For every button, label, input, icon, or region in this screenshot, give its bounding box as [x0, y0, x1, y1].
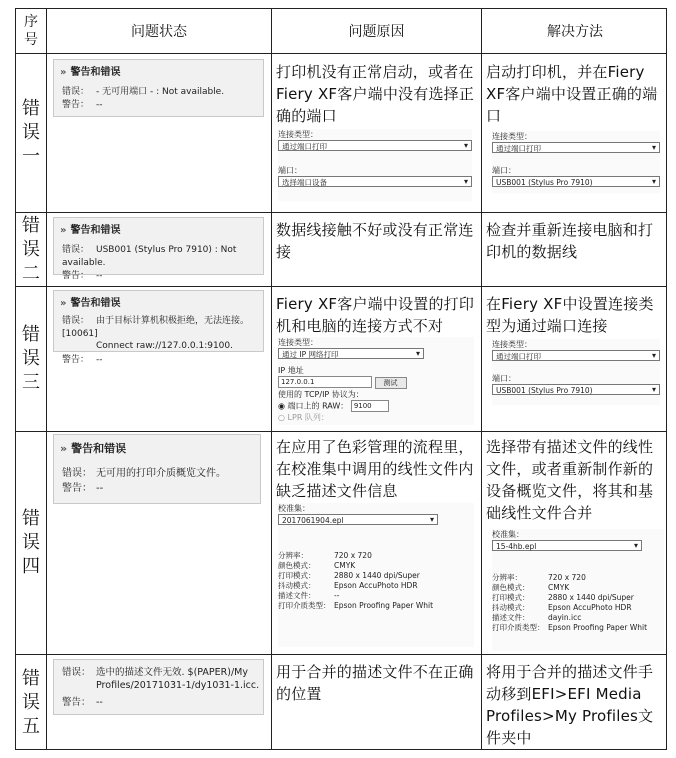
calibration-set-select[interactable]: 15-4hb.epl ▾ [492, 540, 642, 551]
connection-type-select[interactable]: 通过端口打印 ▾ [278, 140, 472, 151]
error-table [15, 8, 667, 750]
status-panel: » 警告和错误 错误： USB001 (Stylus Pro 7910) : Not available. 警告： -- [53, 217, 264, 275]
solution-text: 在Fiery XF中设置连接类型为通过端口连接 [486, 295, 654, 335]
solution-text: 选择带有描述文件的线性文件，或者重新制作新的设备概览文件，将其和基础线性文件合并 [486, 438, 654, 522]
header-cause: 问题原因 [348, 24, 405, 40]
test-button[interactable]: 测试 [375, 377, 407, 389]
solution-calibration-form: 校准集： 15-4hb.epl ▾ 分辨率： 720 x 720 颜色模式： CMYK 打印模式： 2880 x 1440 dpi/Super 抖动模式： Epson AccuPhoto HDR 描述文件： dayin.icc 打印介质类型： Epson Proofing Paper Whit [492, 529, 664, 651]
cause-calibration-form: 校准集： 2017061904.epl ▾ 分辨率： 720 x 720 颜色模式： CMYK 打印模式： 2880 x 1440 dpi/Super 抖动模式： Epson AccuPhoto HDR 描述文件： -- 打印介质类型： Epson Proofing Paper Whit [278, 503, 474, 647]
cause-text: 用于合并的描述文件不在正确的位置 [276, 663, 474, 703]
status-panel: » 警告和错误 错误： 由于目标计算机积极拒绝，无法连接。[10061] Connect raw://127.0.0.1:9100. 警告： -- [53, 290, 264, 352]
raw-radio[interactable]: ◉ [278, 401, 285, 410]
calibration-properties: 分辨率： 720 x 720 颜色模式： CMYK 打印模式： 2880 x 1440 dpi/Super 抖动模式： Epson AccuPhoto HDR 描述文件： -- 打印介质类型： Epson Proofing Paper Whit [278, 551, 434, 610]
solution-connection-form: 连接类型： 通过端口打印 ▾ 端口： USB001 (Stylus Pro 7910) ▾ [492, 131, 660, 193]
solution-text: 检查并重新连接电脑和打印机的数据线 [486, 221, 654, 261]
status-panel: 错误： 选中的描述文件无效. $(PAPER)/My Profiles/20171031-1/dy1031-1.icc. 警告： -- [53, 659, 264, 715]
calibration-set-select[interactable]: 2017061904.epl ▾ [278, 514, 438, 525]
row-divider [16, 431, 666, 432]
port-select[interactable]: USB001 (Stylus Pro 7910) ▾ [492, 384, 660, 395]
calibration-properties: 分辨率： 720 x 720 颜色模式： CMYK 打印模式： 2880 x 1440 dpi/Super 抖动模式： Epson AccuPhoto HDR 描述文件： dayin.icc 打印介质类型： Epson Proofing Paper Whit [492, 573, 648, 632]
header-seq: 序号 [24, 14, 38, 48]
raw-port-input[interactable]: 9100 [351, 400, 389, 412]
port-select[interactable]: USB001 (Stylus Pro 7910) ▾ [492, 176, 660, 187]
status-panel: » 警告和错误 错误： 无可用的打印介质概览文件。 警告： -- [53, 434, 261, 504]
row-seq: 错误五 [22, 668, 40, 737]
row-divider [16, 654, 666, 655]
chevron-icon: » [60, 67, 67, 78]
solution-text: 将用于合并的描述文件手动移到EFI>EFI Media Profiles>My Profiles文件夹中 [486, 663, 654, 747]
chevron-icon: » [60, 225, 67, 236]
row-divider [16, 212, 666, 213]
lpr-radio[interactable]: ○ [278, 412, 285, 422]
cause-text: 在应用了色彩管理的流程里，在校准集中调用的线性文件内缺乏描述文件信息 [276, 438, 474, 500]
column-divider [481, 9, 482, 749]
row-seq: 错误二 [22, 214, 40, 284]
row-seq: 错误一 [22, 98, 40, 167]
header-status: 问题状态 [131, 24, 187, 40]
solution-connection-form: 连接类型： 通过端口打印 ▾ 端口： USB001 (Stylus Pro 7910) ▾ [492, 339, 660, 405]
status-panel: » 警告和错误 错误： - 无可用端口 - : Not available. 警告： -- [53, 59, 264, 117]
cause-text: 打印机没有正常启动，或者在Fiery XF客户端中没有选择正确的端口 [276, 63, 475, 125]
connection-type-select[interactable]: 通过 IP 网络打印 ▾ [278, 348, 424, 359]
cause-text: 数据线接触不好或没有正常连接 [276, 221, 474, 261]
row-seq: 错误四 [22, 508, 40, 577]
row-divider [16, 286, 666, 287]
chevron-icon: » [60, 442, 68, 455]
cause-text: Fiery XF客户端中设置的打印机和电脑的连接方式不对 [276, 295, 475, 335]
solution-text: 启动打印机，并在Fiery XF客户端中设置正确的端口 [486, 63, 658, 125]
chevron-icon: » [60, 298, 67, 309]
row-seq: 错误三 [22, 324, 40, 393]
connection-type-select[interactable]: 通过端口打印 ▾ [492, 142, 660, 153]
cause-ip-form: 连接类型： 通过 IP 网络打印 ▾ IP 地址 127.0.0.1 测试 使用的 TCP/IP 协议为： ◉ 端口上的 RAW： 9100 ○ LPR 队列： [278, 337, 474, 425]
header-solution: 解决方法 [547, 24, 603, 40]
connection-type-select[interactable]: 通过端口打印 ▾ [492, 350, 660, 361]
column-divider [46, 9, 47, 749]
cause-connection-form: 连接类型： 通过端口打印 ▾ 端口： 选择端口设备 ▾ [278, 129, 472, 201]
column-divider [271, 9, 272, 749]
port-select[interactable]: 选择端口设备 ▾ [278, 176, 472, 187]
ip-address-input[interactable]: 127.0.0.1 [278, 376, 372, 388]
row-divider [16, 53, 666, 54]
